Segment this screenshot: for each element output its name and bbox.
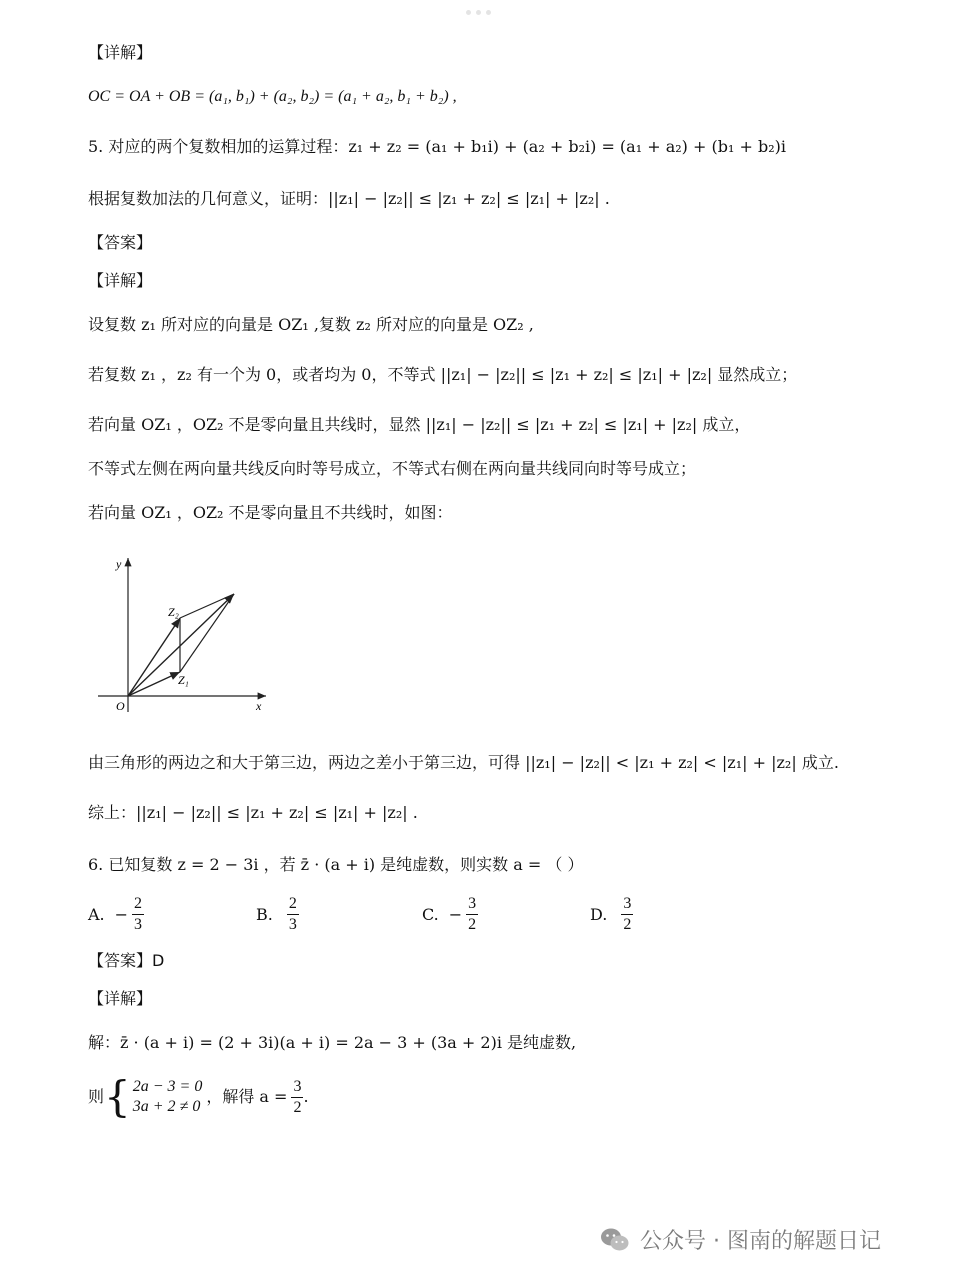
detail-heading: 【详解】: [88, 43, 153, 62]
fraction-denominator: 2: [623, 916, 632, 933]
fraction-denominator: 2: [468, 916, 477, 933]
option-letter: C.: [422, 905, 439, 924]
fraction-numerator: 2: [132, 894, 144, 915]
fraction-numerator: 3: [466, 894, 478, 915]
fraction-denominator: 2: [293, 1098, 302, 1116]
x-axis-label: x: [256, 699, 262, 713]
answer-line: 【答案】D: [88, 951, 165, 970]
wechat-icon: [600, 1227, 630, 1253]
proof-prompt: 根据复数加法的几何意义，证明：||z₁| − |z₂|| ≤ |z₁ + z₂| ≤ |z₁| + |z₂| .: [88, 189, 610, 208]
equation-2: 3a + 2 ≠ 0: [132, 1098, 201, 1115]
solution-system: [88, 1072, 309, 1121]
option-sign: −: [114, 905, 129, 924]
vector-figure: [96, 552, 276, 722]
problem-5-statement: 5. 对应的两个复数相加的运算过程：z₁ + z₂ = (a₁ + b₁i) + (a₂ + b₂i) = (a₁ + a₂) + (b₁ + b₂)i: [88, 137, 786, 156]
option-b[interactable]: [256, 894, 299, 935]
option-sign: −: [448, 905, 463, 924]
solution-prefix: 则: [88, 1087, 105, 1106]
solution-step: 解：z̄ · (a + i) = (2 + 3i)(a + i) = 2a − 3 + (3a + 2)i 是纯虚数,: [88, 1033, 577, 1052]
solution-fraction: [291, 1077, 303, 1118]
option-letter: B.: [256, 905, 273, 924]
zero-case: 若复数 z₁ ，z₂ 有一个为 0，或者均为 0，不等式 ||z₁| − |z₂|| ≤ |z₁ + z₂| ≤ |z₁| + |z₂| 显然成立；: [88, 365, 798, 384]
option-fraction: [466, 894, 478, 935]
vector-definition: 设复数 z₁ 所对应的向量是 OZ₁ ,复数 z₂ 所对应的向量是 OZ₂ ,: [88, 315, 534, 334]
watermark: [600, 1224, 881, 1255]
option-fraction: [132, 894, 144, 935]
option-letter: D.: [590, 905, 608, 924]
option-d[interactable]: [590, 894, 633, 935]
solution-end: .: [303, 1087, 309, 1106]
option-fraction: [287, 894, 299, 935]
fraction-denominator: 3: [134, 916, 143, 933]
collinear-case: 若向量 OZ₁ ，OZ₂ 不是零向量且共线时，显然 ||z₁| − |z₂|| ≤ |z₁ + z₂| ≤ |z₁| + |z₂| 成立，: [88, 415, 751, 434]
equality-condition: 不等式左侧在两向量共线反向时等号成立，不等式右侧在两向量共线同向时等号成立；: [88, 459, 697, 478]
problem-6-statement: 6. 已知复数 z = 2 − 3i ，若 z̄ · (a + i) 是纯虚数，则实数 a = （ ）: [88, 855, 584, 874]
watermark-text: 公众号 · 图南的解题日记: [640, 1229, 881, 1254]
non-collinear-case: 若向量 OZ₁ ，OZ₂ 不是零向量且不共线时，如图：: [88, 503, 453, 522]
origin-label: O: [116, 699, 125, 713]
option-c[interactable]: [422, 894, 478, 935]
triangle-inequality: 由三角形的两边之和大于第三边，两边之差小于第三边，可得 ||z₁| − |z₂|| < |z₁ + z₂| < |z₁| + |z₂| 成立.: [88, 753, 839, 772]
fraction-numerator: 3: [291, 1077, 303, 1098]
fraction-numerator: 2: [287, 894, 299, 915]
detail-heading-2: 【详解】: [88, 271, 153, 290]
fraction-numerator: 3: [621, 894, 633, 915]
drag-handle[interactable]: [466, 10, 494, 16]
answer-heading: 【答案】: [88, 233, 153, 252]
brace-icon: {: [104, 1072, 131, 1121]
conclusion: 综上：||z₁| − |z₂|| ≤ |z₁ + z₂| ≤ |z₁| + |z₂| .: [88, 803, 418, 822]
y-axis-label: y: [116, 557, 122, 571]
vector-sum-formula: OC = OA + OB = (a₁, b₁) + (a₂, b₂) = (a₁ + a₂, b₁ + b₂) ,: [88, 88, 457, 105]
equation-system: [104, 1072, 203, 1121]
option-fraction: [621, 894, 633, 935]
z2-label: Z₂: [168, 605, 179, 619]
equation-1: 2a − 3 = 0: [132, 1078, 203, 1095]
option-letter: A.: [88, 905, 105, 924]
option-a[interactable]: [88, 894, 144, 935]
detail-heading-3: 【详解】: [88, 989, 153, 1008]
solution-mid: ，解得 a =: [206, 1087, 288, 1106]
z1-label: Z₁: [178, 673, 189, 687]
fraction-denominator: 3: [288, 916, 297, 933]
